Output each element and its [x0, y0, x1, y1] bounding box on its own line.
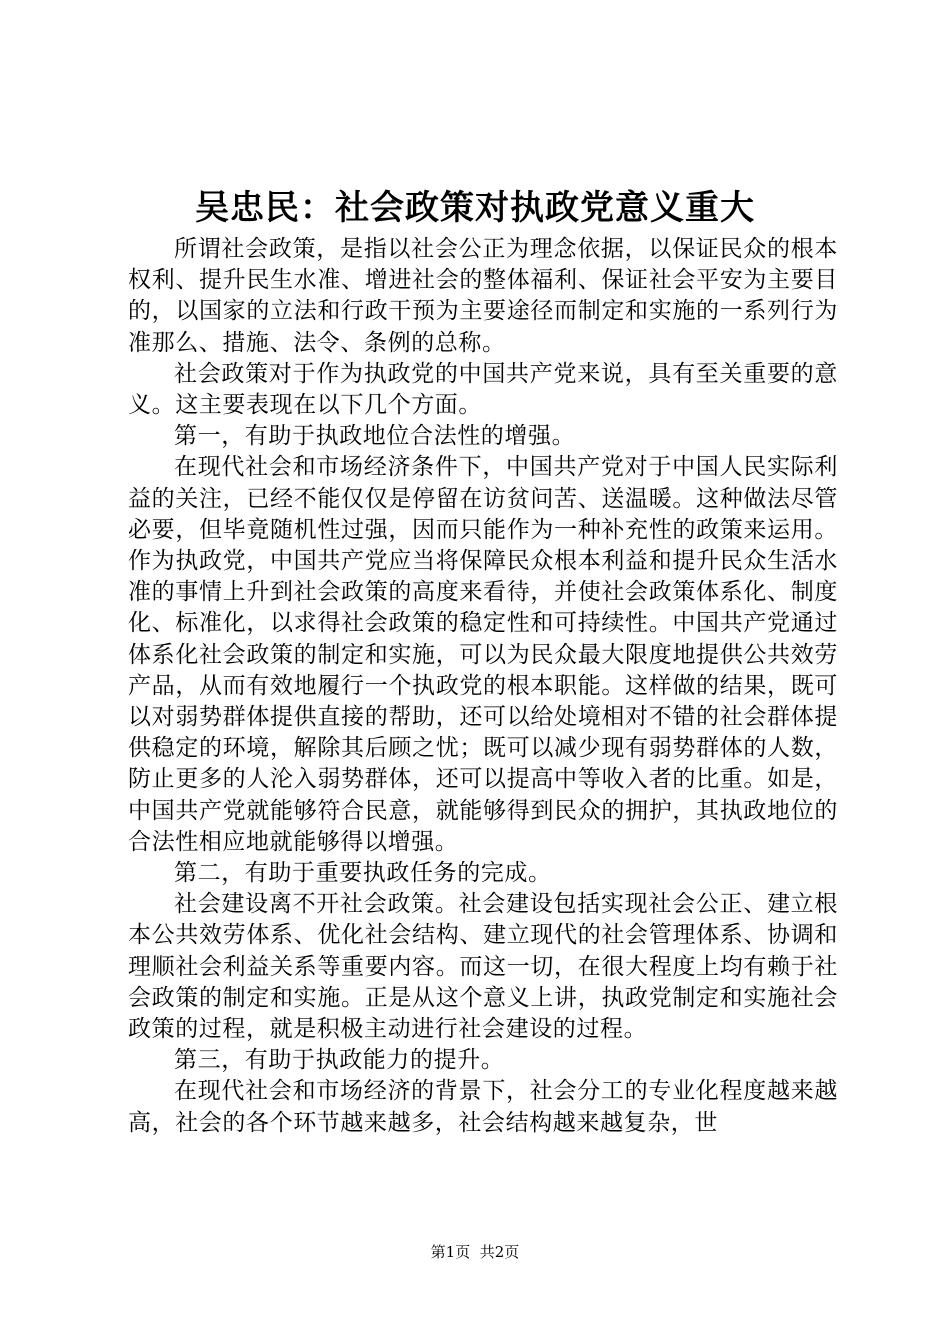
- heading-point-two: 第二，有助于重要执政任务的完成。: [174, 860, 552, 887]
- page-number: 第1页: [430, 1243, 471, 1261]
- footer-separator: [470, 1243, 480, 1261]
- paragraph-point-two: 社会建设离不开社会政策。社会建设包括实现社会公正、建立根本公共效劳体系、优化社会结构、建立现代的社会管理体系、协调和理顺社会利益关系等重要内容。而这一切，在很大程度上均有赖于社会政策的制定和实施。正是从这个意义上讲，执政党制定和实施社会政策的过程，就是积极主动进行社会建设的过程。: [128, 891, 838, 1043]
- paragraph-significance: 社会政策对于作为执政党的中国共产党来说，具有至关重要的意义。这主要表现在以下几个方面。: [128, 360, 838, 419]
- heading-point-three: 第三，有助于执政能力的提升。: [174, 1047, 505, 1074]
- paragraph-point-three: 在现代社会和市场经济的背景下，社会分工的专业化程度越来越高，社会的各个环节越来越多，社会结构越来越复杂，世: [128, 1078, 838, 1136]
- heading-point-one: 第一，有助于执政地位合法性的增强。: [174, 423, 576, 450]
- document-body: [128, 234, 838, 1139]
- page-footer: [0, 1242, 950, 1262]
- document-title: 吴忠民：社会政策对执政党意义重大: [195, 188, 755, 228]
- page-total: 共2页: [479, 1243, 520, 1261]
- paragraph-definition: 所谓社会政策，是指以社会公正为理念依据，以保证民众的根本权利、提升民生水准、增进社会的整体福利、保证社会平安为主要目的，以国家的立法和行政干预为主要途径而制定和实施的一系列行为准那么、措施、法令、条例的总称。: [128, 236, 838, 356]
- paragraph-point-one: 在现代社会和市场经济条件下，中国共产党对于中国人民实际利益的关注，已经不能仅仅是停留在访贫问苦、送温暖。这种做法尽管必要，但毕竟随机性过强，因而只能作为一种补充性的政策来运用。作为执政党，中国共产党应当将保障民众根本利益和提升民众生活水准的事情上升到社会政策的高度来看待，并使社会政策体系化、制度化、标准化，以求得社会政策的稳定性和可持续性。中国共产党通过体系化社会政策的制定和实施，可以为民众最大限度地提供公共效劳产品，从而有效地履行一个执政党的根本职能。这样做的结果，既可以对弱势群体提供直接的帮助，还可以给处境相对不错的社会群体提供稳定的环境，解除其后顾之忧；既可以减少现有弱势群体的人数，防止更多的人沦入弱势群体，还可以提高中等收入者的比重。如是，中国共产党就能够符合民意，就能够得到民众的拥护，其执政地位的合法性相应地就能够得以增强。: [128, 454, 838, 855]
